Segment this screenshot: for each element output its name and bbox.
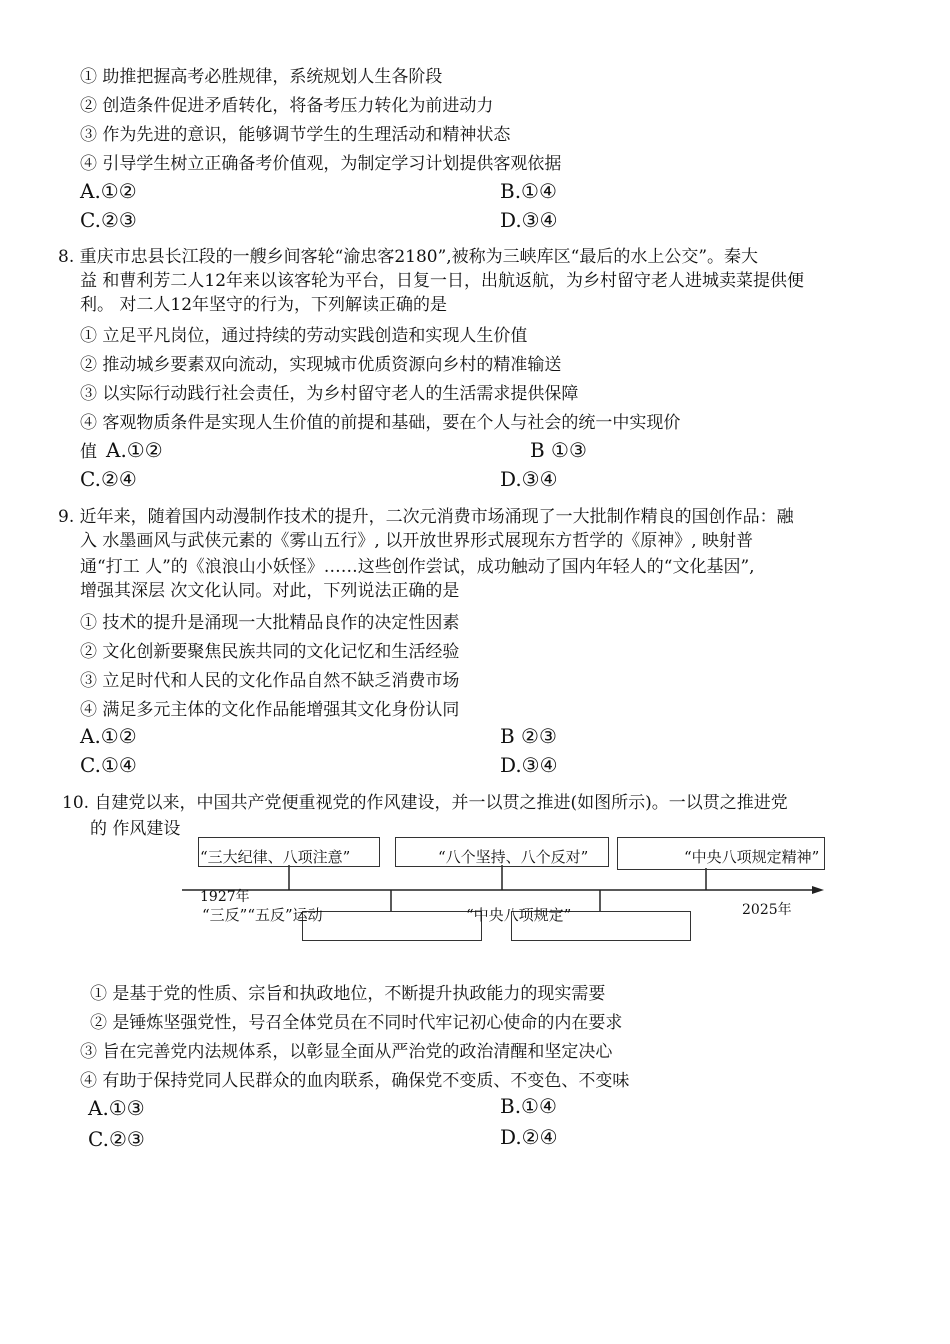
q8-item-4: ④ 客观物质条件是实现人生价值的前提和基础，要在个人与社会的统一中实现价 (80, 413, 681, 433)
q7-item-1: ① 助推把握高考必胜规律，系统规划人生各阶段 (80, 67, 443, 87)
timeline-label-top-3: “中央八项规定精神” (684, 848, 820, 866)
q9-item-1: ① 技术的提升是涌现一大批精品良作的决定性因素 (80, 613, 460, 633)
timeline-box-bottom-1 (302, 911, 482, 941)
q9-option-a[interactable]: A.①② (80, 724, 137, 748)
q10-option-b[interactable]: B.①④ (500, 1094, 557, 1118)
q10-option-a[interactable]: A.①③ (88, 1096, 145, 1120)
q10-item-2: ② 是锤炼坚强党性，号召全体党员在不同时代牢记初心使命的内在要求 (90, 1013, 623, 1033)
q9-stem-line-4: 增强其深层 次文化认同。对此，下列说法正确的是 (80, 581, 460, 601)
q10-item-1: ① 是基于党的性质、宗旨和执政地位，不断提升执政能力的现实需要 (90, 984, 606, 1004)
q9-option-b[interactable]: B ②③ (500, 724, 557, 748)
q8-option-c[interactable]: C.②④ (80, 467, 137, 491)
timeline-end-year: 2025年 (742, 902, 792, 918)
q7-option-b[interactable]: B.①④ (500, 179, 557, 203)
q7-option-c[interactable]: C.②③ (80, 208, 137, 232)
q9-item-2: ② 文化创新要聚焦民族共同的文化记忆和生活经验 (80, 642, 460, 662)
q9-item-4: ④ 满足多元主体的文化作品能增强其文化身份认同 (80, 700, 460, 720)
q8-option-b[interactable]: B ①③ (530, 438, 587, 462)
q9-stem-line-2: 入 水墨画风与武侠元素的《雾山五行》, 以开放世界形式展现东方哲学的《原神》, 映射普 (80, 531, 754, 551)
q7-option-a[interactable]: A.①② (80, 179, 137, 203)
q9-option-d[interactable]: D.③④ (500, 753, 558, 777)
q8-option-d[interactable]: D.③④ (500, 467, 558, 491)
q8-item-3: ③ 以实际行动践行社会责任，为乡村留守老人的生活需求提供保障 (80, 384, 579, 404)
q7-item-4: ④ 引导学生树立正确备考价值观，为制定学习计划提供客观依据 (80, 154, 562, 174)
timeline-arrowhead (812, 886, 824, 894)
q10-item-3: ③ 旨在完善党内法规体系，以彰显全面从严治党的政治清醒和坚定决心 (80, 1042, 613, 1062)
q10-option-d[interactable]: D.②④ (500, 1125, 558, 1149)
timeline-label-top-1: “三大纪律、八项注意” (200, 848, 351, 866)
q9-item-3: ③ 立足时代和人民的文化作品自然不缺乏消费市场 (80, 671, 460, 691)
q8-stem-line-1: 8. 重庆市忠县长江段的一艘乡间客轮“渝忠客2180”,被称为三峡库区“最后的水上公交”。秦大 (58, 247, 759, 267)
q8-stem-line-3: 利。 对二人12年坚守的行为，下列解读正确的是 (80, 295, 448, 315)
q7-item-2: ② 创造条件促进矛盾转化，将备考压力转化为前进动力 (80, 96, 494, 116)
q10-stem-line-2: 的 作风建设 (90, 819, 181, 839)
q8-option-a[interactable]: A.①② (106, 438, 163, 462)
q9-stem-line-3: 通“打工 人”的《浪浪山小妖怪》……这些创作尝试，成功触动了国内年轻人的“文化基因”, (80, 557, 755, 577)
q9-stem-line-1: 9. 近年来，随着国内动漫制作技术的提升，二次元消费市场涌现了一大批制作精良的国创作品：融 (58, 507, 794, 527)
q7-item-3: ③ 作为先进的意识，能够调节学生的生理活动和精神状态 (80, 125, 511, 145)
q8-item-4-tail: 值 (80, 442, 97, 462)
timeline-label-bottom-2: “中央八项规定” (466, 906, 572, 924)
q7-option-d[interactable]: D.③④ (500, 208, 558, 232)
q8-item-1: ① 立足平凡岗位，通过持续的劳动实践创造和实现人生价值 (80, 326, 528, 346)
q10-stem-line-1: 10. 自建党以来，中国共产党便重视党的作风建设，并一以贯之推进(如图所示)。一以贯之推进党 (62, 793, 788, 813)
timeline-start-year: 1927年 (200, 889, 250, 905)
timeline-label-bottom-1: “三反”“五反”运动 (202, 906, 323, 924)
q8-stem-line-2: 益 和曹利芳二人12年来以该客轮为平台，日复一日，出航返航，为乡村留守老人进城卖菜提供便 (80, 271, 805, 291)
q10-item-4: ④ 有助于保持党同人民群众的血肉联系，确保党不变质、不变色、不变味 (80, 1071, 630, 1091)
q9-option-c[interactable]: C.①④ (80, 753, 137, 777)
q8-item-2: ② 推动城乡要素双向流动，实现城市优质资源向乡村的精准输送 (80, 355, 562, 375)
timeline-label-top-2: “八个坚持、八个反对” (438, 848, 589, 866)
q10-option-c[interactable]: C.②③ (88, 1127, 145, 1151)
